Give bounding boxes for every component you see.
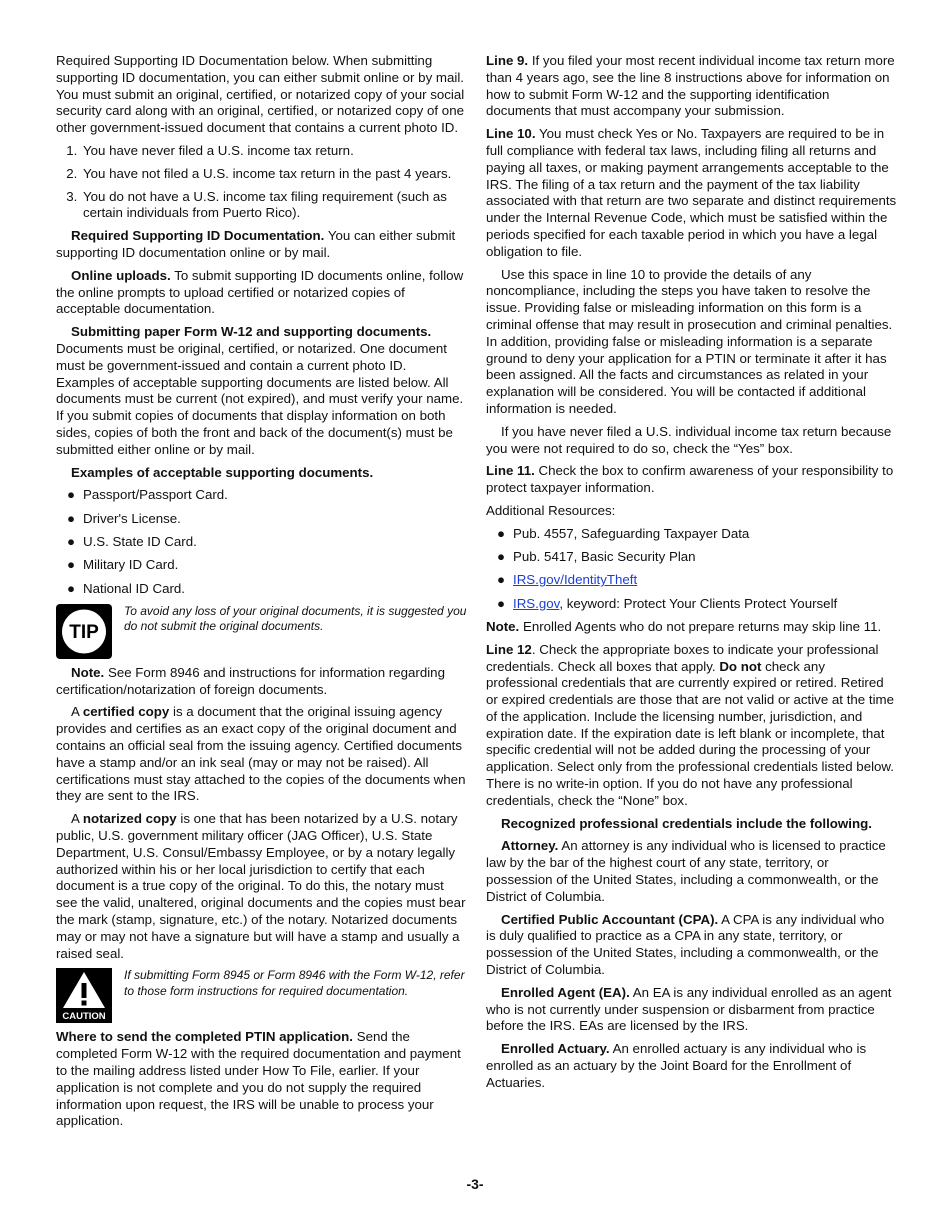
required-id-heading: Required Supporting ID Documentation. <box>71 228 325 244</box>
notarized-copy-term: notarized copy <box>82 811 177 827</box>
identity-theft-link[interactable]: IRS.gov/IdentityTheft <box>513 572 638 588</box>
list-item: 3. You do not have a U.S. income tax filing requirement (such as certain individuals from Puerto Rico). <box>81 189 467 223</box>
caution-label: CAUTION <box>62 1011 106 1023</box>
line12-paragraph: Line 12. Check the appropriate boxes to indicate your professional credentials. Check all boxes that apply. Do not check any professional credentials that are currently expired or retired. Retired or expired credentials are those that are not valid or active at the time of the application. Include the licensing number, jurisdiction, and expiration date. If the expiration date is left blank or incomplete, that specific credential will not be added during the processing of your application. Select only from the professional credentials listed below. There is no write-in option. If you do not have any professional credentials, check the “None” box. <box>486 641 894 808</box>
do-not-emphasis: Do not <box>719 658 762 674</box>
caution-icon <box>56 968 112 1023</box>
caution-text: If submitting Form 8945 or Form 8946 with the Form W-12, refer to those form instructions for required documentation. <box>124 968 465 998</box>
certified-copy-term: certified copy <box>82 704 170 720</box>
note-label: Note. <box>71 664 105 680</box>
where-to-send-paragraph: Where to send the completed PTIN application. Send the completed Form W-12 with the required documentation and payment to the mailing address listed under How To File, earlier. If your application is not complete and you do not supply the required information upon request, the IRS will be unable to process your application. <box>56 1029 461 1129</box>
note-paragraph: Note. See Form 8946 and instructions for information regarding certification/notarization of foreign documents. <box>56 664 445 697</box>
bullet-icon: ● <box>67 580 76 596</box>
enrolled-agent-paragraph: Enrolled Agent (EA). An EA is any individual enrolled as an agent who is not currently under suspension or disbarment from practice before the IRS. EAs are licensed by the IRS. <box>486 984 892 1034</box>
notarized-copy-paragraph: A notarized copy is one that has been notarized by a U.S. notary public, U.S. government military officer (JAG Officer), U.S. State Department, U.S. Consul/Embassy Employee, or by a notary legally authorized within his or her local jurisdiction to certify that each document is a true copy of the original. To do this, the notary must see the valid, unaltered, original documents and the copies must bear the mark (stamp, signature, etc.) of the notary. Notarized documents may or may not have a signature but will have a stamp and usually a raised seal. <box>56 811 466 961</box>
enrolled-actuary-label: Enrolled Actuary. <box>501 1041 610 1057</box>
line11-paragraph: Line 11. Check the box to confirm awareness of your responsibility to protect taxpayer information. <box>486 463 894 496</box>
caution-callout <box>56 968 467 1023</box>
line10-paragraph: Line 10. You must check Yes or No. Taxpayers are required to be in full compliance with federal tax laws, including filing all returns and paying all taxes, or making payment arrangements acceptable to the IRS. The filing of a tax return and the payment of the tax liability associated with that return are two separate and distinct requirements under the Internal Revenue Code, which must be satisfied within the periods specified for each taxable period in which you have a legal obligation to file. <box>486 126 897 259</box>
line10-details-paragraph: Use this space in line 10 to provide the details of any noncompliance, including the steps you have taken to resolve the issue. Providing false or misleading information on this form is a criminal offense that may result in prosecution and criminal penalties. In addition, providing false or misleading information is a separate ground to deny your application for a PTIN or terminate it after it has been assigned. All the facts and circumstances as related in your explanation will be considered. You will be contacted if additional information is needed. <box>486 266 893 416</box>
line9-paragraph: Line 9. If you filed your most recent individual income tax return more than 4 years ago, see the line 8 instructions above for information on how to submit Form W-12 and the supporting identification documents that must accompany your submission. <box>486 53 895 119</box>
online-uploads-heading: Online uploads. <box>71 267 171 283</box>
where-to-send-heading: Where to send the completed PTIN application. <box>56 1029 353 1045</box>
certified-copy-paragraph: A certified copy is a document that the original issuing agency provides and certifies as an exact copy of the original document and contains an official seal from the issuing agency. Certified documents have a stamp and/or an ink seal (may or may not be raised). All certifications must stay attached to the copies of the documents when they are sent to the IRS. <box>56 704 466 804</box>
line10-yes-box-paragraph: If you have never filed a U.S. individual income tax return because you were not required to do so, check the “Yes” box. <box>486 423 892 456</box>
list-item <box>486 572 897 589</box>
paper-form-heading: Submitting paper Form W-12 and supporting documents. <box>71 324 432 340</box>
list-item: ● IRS.gov, keyword: Protect Your Clients Protect Yourself <box>497 595 838 611</box>
enrolled-actuary-paragraph: Enrolled Actuary. An enrolled actuary is any individual who is enrolled as an actuary by the Joint Board for the Enrollment of Actuaries. <box>486 1041 867 1090</box>
examples-list <box>56 487 467 597</box>
list-item: 1. You have never filed a U.S. income tax return. <box>81 143 467 160</box>
line10-label: Line 10. <box>486 126 536 142</box>
examples-heading: Examples of acceptable supporting documents. <box>71 464 374 480</box>
line12-label: Line 12 <box>486 641 532 657</box>
enrolled-agent-label: Enrolled Agent (EA). <box>501 984 630 1000</box>
list-item: ● Driver's License. <box>67 510 181 526</box>
list-item: ● National ID Card. <box>67 580 185 596</box>
online-uploads-paragraph: Online uploads. To submit supporting ID documents online, follow the online prompts to upload certified or notarized copies of acceptable documentation. <box>56 267 464 317</box>
paper-form-paragraph: Submitting paper Form W-12 and supporting documents. Documents must be original, certified, or notarized. One document must be government-issued and contain a current photo ID. Examples of acceptable supporting documents are listed below. All documents must be current (not expired), and must verify your name. If you submit copies of documents that display information on both sides, copies of both the front and back of the document(s) must be submitted either online or by mail. <box>56 324 464 457</box>
bullet-icon: ● <box>497 525 506 541</box>
list-item: ● Military ID Card. <box>67 557 179 573</box>
page-number: -3- <box>466 1176 484 1192</box>
list-item: 2. You have not filed a U.S. income tax return in the past 4 years. <box>81 166 467 183</box>
note-label: Note. <box>486 618 520 634</box>
bullet-icon: ● <box>497 572 506 588</box>
line9-label: Line 9. <box>486 53 529 68</box>
list-item: ● Passport/Passport Card. <box>67 487 228 503</box>
bullet-icon: ● <box>497 595 506 611</box>
bullet-icon: ● <box>67 557 76 573</box>
cpa-paragraph: Certified Public Accountant (CPA). A CPA is any individual who is duly qualified to practice as a CPA in any state, territory, or possession of the United States, including a commonwealth, or the District of Columbia. <box>486 911 885 978</box>
attorney-paragraph: Attorney. An attorney is any individual who is licensed to practice law by the bar of the highest court of any state, territory, or possession of the United States, including a commonwealth, or the District of Columbia. <box>486 838 886 904</box>
resources-list <box>486 526 897 613</box>
enrolled-agents-note: Note. Enrolled Agents who do not prepare returns may skip line 11. <box>486 618 882 634</box>
recognized-credentials-heading: Recognized professional credentials include the following. <box>501 815 872 831</box>
left-column <box>56 53 467 1136</box>
list-item: ● U.S. State ID Card. <box>67 533 197 549</box>
cpa-label: Certified Public Accountant (CPA). <box>501 911 719 927</box>
right-column <box>486 53 897 1098</box>
intro-paragraph: Required Supporting ID Documentation below. When submitting supporting ID documentation, you can either submit online or by mail. You must submit an original, certified, or notarized copy of your social security card along with an original, certified, or notarized copy of one other government-issued document that contains a current photo ID. <box>56 53 465 136</box>
list-item: ● Pub. 4557, Safeguarding Taxpayer Data <box>497 525 750 541</box>
additional-resources-heading: Additional Resources: <box>486 502 616 518</box>
list-item: ● Pub. 5417, Basic Security Plan <box>497 549 696 565</box>
bullet-icon: ● <box>67 533 76 549</box>
tip-text: To avoid any loss of your original documents, it is suggested you do not submit the original documents. <box>124 603 467 634</box>
tip-callout <box>56 604 467 659</box>
line11-label: Line 11. <box>486 463 535 479</box>
bullet-icon: ● <box>67 487 76 503</box>
tip-label: TIP <box>69 621 99 643</box>
attorney-label: Attorney. <box>501 838 559 854</box>
bullet-icon: ● <box>67 510 76 526</box>
bullet-icon: ● <box>497 549 506 565</box>
tip-icon <box>56 604 112 659</box>
irs-gov-link[interactable]: IRS.gov <box>513 595 560 611</box>
required-id-paragraph: Required Supporting ID Documentation. You can either submit supporting ID documentation online or by mail. <box>56 228 456 260</box>
filing-conditions-list <box>56 143 467 222</box>
